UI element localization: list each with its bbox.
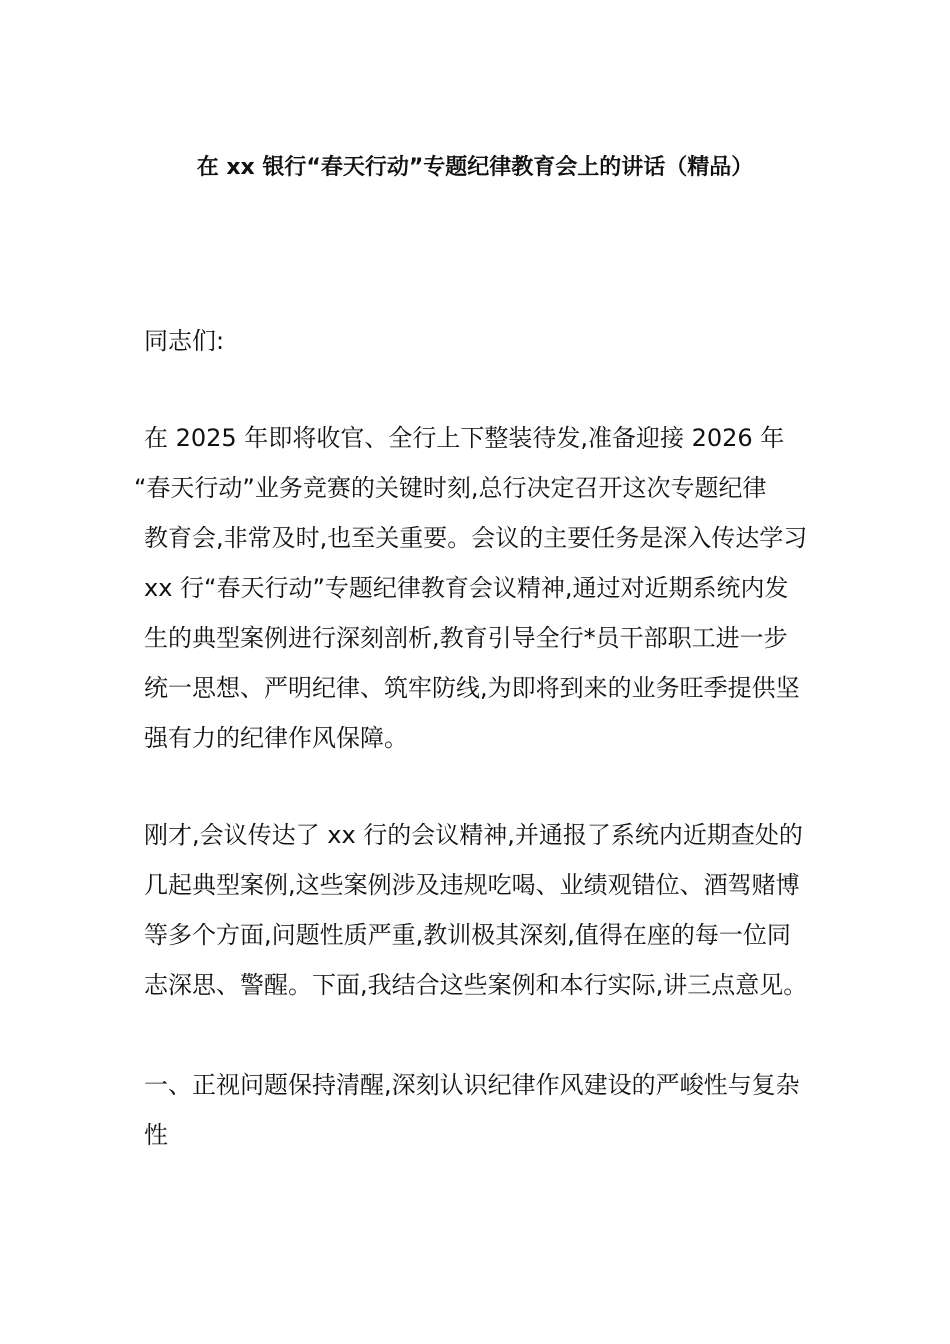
paragraph-line: 强有力的纪律作风保障。 <box>144 724 408 752</box>
section-heading-1 <box>144 1060 812 1160</box>
paragraph-line: 教育会,非常及时,也至关重要。会议的主要任务是深入传达学习 <box>144 524 808 552</box>
paragraph-line: 刚才,会议传达了 xx 行的会议精神,并通报了系统内近期查处的 <box>144 821 803 849</box>
salutation <box>144 316 812 366</box>
heading-line: 性 <box>144 1121 168 1149</box>
paragraph-line: 统一思想、严明纪律、筑牢防线,为即将到来的业务旺季提供坚 <box>144 674 800 702</box>
paragraph-line: 等多个方面,问题性质严重,教训极其深刻,值得在座的每一位同 <box>144 921 791 949</box>
paragraph-line: xx 行“春天行动”专题纪律教育会议精神,通过对近期系统内发 <box>144 574 789 602</box>
paragraph-line: 生的典型案例进行深刻剖析,教育引导全行*员干部职工进一步 <box>144 624 788 652</box>
heading-line: 一、正视问题保持清醒,深刻认识纪律作风建设的严峻性与复杂 <box>144 1071 800 1099</box>
document-title: 在 xx 银行“春天行动”专题纪律教育会上的讲话（精品） <box>196 155 754 180</box>
paragraph-line: “春天行动”业务竞赛的关键时刻,总行决定召开这次专题纪律 <box>134 474 767 502</box>
paragraph-line: 几起典型案例,这些案例涉及违规吃喝、业绩观错位、酒驾赌博 <box>144 871 800 899</box>
salutation-text: 同志们: <box>144 327 225 355</box>
paragraph-line: 在 2025 年即将收官、全行上下整装待发,准备迎接 2026 年 <box>144 424 785 452</box>
paragraph-2 <box>144 810 812 1010</box>
paragraph-1 <box>134 413 812 763</box>
paragraph-line: 志深思、警醒。下面,我结合这些案例和本行实际,讲三点意见。 <box>144 971 808 999</box>
